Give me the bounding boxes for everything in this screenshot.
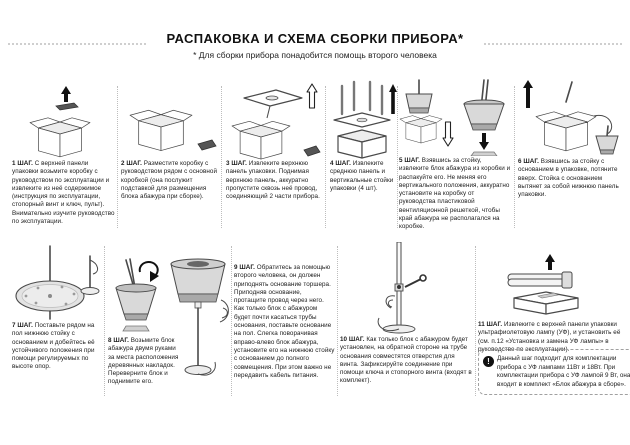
- arrow-up-icon: [545, 254, 555, 270]
- step-5-illustration: [398, 78, 512, 156]
- step-4-text: 4 ШАГ. Извлеките среднюю панель и вертикальные стойки упаковки (4 шт).: [330, 160, 394, 192]
- pole-fixing-icon: [378, 242, 426, 333]
- open-box-icon: [130, 110, 192, 150]
- manual-box-icon: [56, 103, 78, 110]
- header: [0, 31, 630, 60]
- step-10-illustration: [345, 242, 455, 334]
- step-7-label: 7 ШАГ.: [12, 322, 33, 329]
- step-4-illustration: [328, 80, 398, 160]
- support-box-icon: [471, 152, 497, 156]
- step-10-label: 10 ШАГ.: [340, 336, 365, 343]
- step-11-illustration: [488, 252, 598, 318]
- column-separator: [337, 246, 338, 396]
- step-7-illustration: [12, 244, 104, 322]
- arrow-down-outline-icon: [443, 122, 453, 146]
- wrench-icon: [420, 275, 426, 281]
- step-7-text: 7 ШАГ. Поставьте рядом на пол нижнюю стойку с основанием и добейтесь её устойчивого положения при помощи регулируемых по высоте опор.: [12, 322, 95, 371]
- uv-lamp-icon: [508, 272, 572, 288]
- step-8-text: 8 ШАГ. Возьмите блок абажура двумя руками за места расположения деревянных накладок. Переверните блок и поднимите его.: [108, 337, 179, 386]
- note-text: Данный шаг подходит для комплектации прибора с УФ лампами 11Вт и 18Вт. При комплектации прибора с УФ лампой 9 Вт, она входит в комплект «Блок абажура в сборе».: [497, 355, 630, 388]
- step-5-text: 5 ШАГ. Взявшись за стойку, извлеките блок абажура из коробки и распакуйте его. Не меняя его вертикального положения, аккуратно установите на коробку от руководства пластиковой вентиляционной решеткой, чтобы край абажура не располагался на коробке.: [399, 157, 511, 231]
- shade-in-box-icon: [400, 80, 442, 143]
- step-10-text: 10 ШАГ. Как только блок с абажуром будет установлен, на обратной стороне на трубе основания совместятся отверстия для винта. Зафиксируйте соединение при помощи ключа и стопорного винта (входят в комплект).: [340, 336, 472, 385]
- page-title: РАСПАКОВКА И СХЕМА СБОРКИ ПРИБОРА*: [166, 31, 464, 46]
- shade-upside-down-icon: [116, 284, 156, 320]
- arrow-down-icon: [479, 133, 489, 150]
- step-2-label: 2 ШАГ.: [121, 160, 142, 167]
- step-1-label: 1 ШАГ.: [12, 160, 33, 167]
- cable-icon: [594, 115, 612, 134]
- step-4-label: 4 ШАГ.: [330, 160, 351, 167]
- open-box-icon: [30, 118, 90, 157]
- step-1-text: 1 ШАГ. С верхней панели упаковки возьмите коробку с руководством по эксплуатации и извлеките из неё содержимое (инструкция по эксплуатации, стопорный винт и ключ, пульт). Внимательно изучите руководство по эксплуатации.: [12, 160, 115, 226]
- column-separator: [475, 246, 476, 396]
- arrow-up-icon: [61, 86, 71, 102]
- column-separator: [117, 86, 118, 228]
- manual-box-icon: [198, 140, 216, 150]
- step-9-text: 9 ШАГ. Обратитесь за помощью второго человека, он должен приподнять основание торшера. Приподняв основание, протащите провод через него. Как только блок с абажуром будет почти касаться трубы основания, поставьте основание на пол. Слегка поворачивая вправо-влево блок абажура, установите его на нижнюю стойку с основанием до полного совмещения. При этом важно не передавить кабель питания.: [234, 264, 335, 379]
- step-11-text: 11 ШАГ. Извлеките с верхней панели упаковки ультрафиолетовую лампу (УФ), и установить её (см. п.12 «Установка и замена УФ лампы» в руководстве по эксплуатации).: [478, 321, 621, 353]
- step-2-illustration: [120, 92, 218, 158]
- shade-block-icon: [464, 80, 504, 130]
- step-1-illustration: [14, 84, 110, 158]
- step-6-illustration: [516, 78, 620, 158]
- small-shade-icon: [596, 126, 618, 154]
- step-8-illustration-flip: [110, 258, 162, 334]
- open-box-icon: [536, 112, 596, 151]
- support-box-icon: [123, 326, 149, 331]
- step-8-label: 8 ШАГ.: [108, 337, 129, 344]
- arrow-up-outline-icon: [307, 84, 317, 108]
- pole-icon: [566, 82, 572, 102]
- arrow-up-icon: [389, 84, 397, 114]
- box-icon: [338, 130, 386, 158]
- column-separator: [104, 246, 105, 396]
- column-separator: [514, 86, 515, 228]
- base-disc-icon: [16, 246, 84, 319]
- step-3-illustration: [224, 82, 324, 160]
- exclamation-icon: !: [483, 356, 494, 367]
- step-2-text: 2 ШАГ. Разместите коробку с руководством рядом с основной коробкой (она послужит подставкой для размещения блока абажура при сборке).: [121, 160, 218, 201]
- step-11-label: 11 ШАГ.: [478, 321, 503, 328]
- step-6-text: 6 ШАГ. Взявшись за стойку с основанием в упаковке, потяните вверх. Стойка с основанием вытянет за собой нижнюю панель упаковки.: [518, 158, 619, 199]
- small-stand-icon: [81, 256, 99, 295]
- packaging-panel-icon: [514, 292, 578, 314]
- open-box-icon: [232, 121, 290, 159]
- step-5-label: 5 ШАГ.: [399, 157, 420, 164]
- page-subtitle: * Для сборки прибора понадобится помощь второго человека: [193, 50, 437, 60]
- step-3-label: 3 ШАГ.: [226, 160, 247, 167]
- arrow-up-icon: [523, 80, 533, 108]
- column-separator: [325, 86, 326, 228]
- note-box: [478, 349, 630, 395]
- step-6-label: 6 ШАГ.: [518, 158, 539, 165]
- packing-posts-icon: [342, 82, 382, 114]
- top-panel-icon: [244, 90, 302, 118]
- step-9-label: 9 ШАГ.: [234, 264, 255, 271]
- hand-icon: [220, 300, 228, 322]
- manual-box-icon: [304, 146, 320, 156]
- hand-icon: [386, 296, 395, 308]
- step-3-text: 3 ШАГ. Извлеките верхнюю панель упаковки. Поднимая верхнюю панель, аккуратно пропустите сквозь неё провод, соединяющий 2 части прибора.: [226, 160, 320, 201]
- column-separator: [221, 86, 222, 228]
